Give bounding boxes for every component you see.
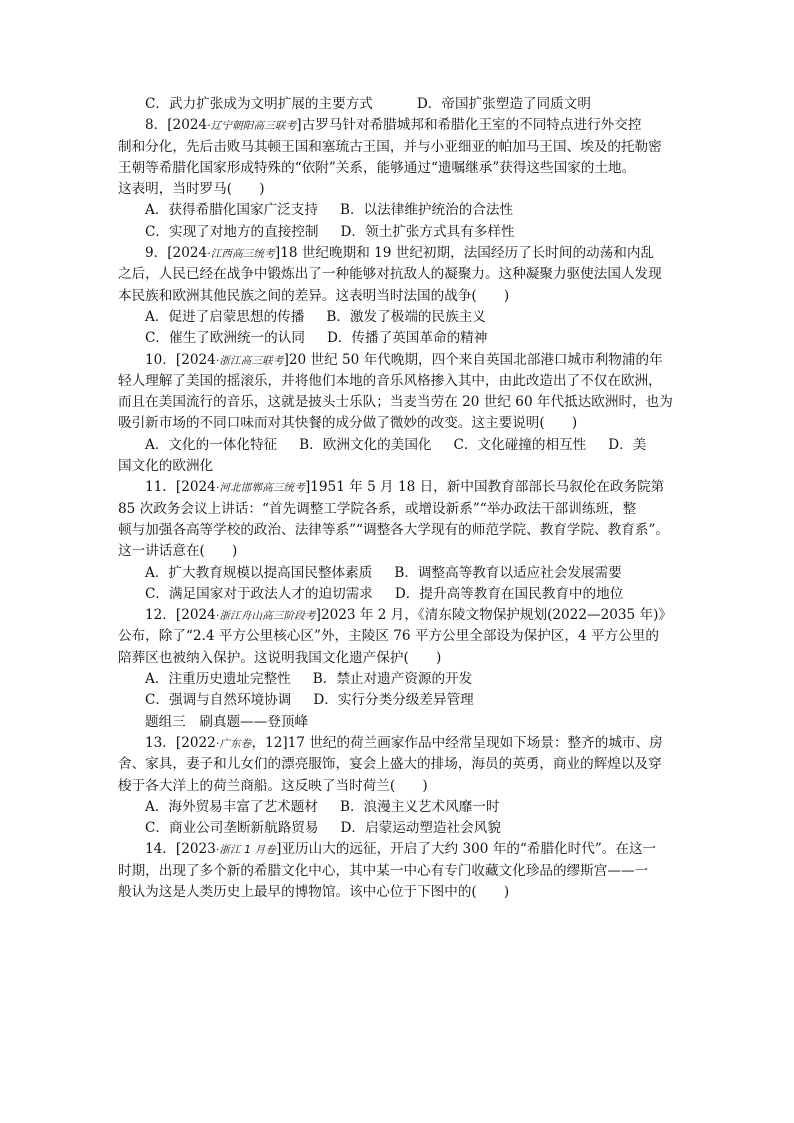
q8-option-c[interactable]: C．实现了对地方的直接控制 xyxy=(145,223,319,240)
q10-stem-line-3: 而且在美国流行的音乐，这就是披头士乐队；当麦当劳在 20 世纪 60 年代抵达欧洲时，也为 xyxy=(118,394,673,411)
q11-option-d[interactable]: D．提升高等教育在国民教育中的地位 xyxy=(394,585,624,602)
q8-option-a[interactable]: A．获得希腊化国家广泛支持 xyxy=(145,202,318,219)
q13-option-d[interactable]: D．启蒙运动塑造社会风貌 xyxy=(340,820,501,837)
q8-option-b[interactable]: B．以法律维护统治的合法性 xyxy=(339,202,514,219)
q11-option-b[interactable]: B．调整高等教育以适应社会发展需要 xyxy=(394,564,622,581)
q11-source: ·河北邯郸高三统考 xyxy=(215,482,305,495)
q12-stem-line-3: 陪葬区也被纳入保护。这说明我国文化遗产保护( ) xyxy=(118,649,442,666)
q8-options-row-1 xyxy=(118,200,678,221)
q12-option-b[interactable]: B．禁止对遗产资源的开发 xyxy=(312,671,473,688)
q10-source: ·浙江高三联考 xyxy=(215,354,284,367)
q11-option-a[interactable]: A．扩大教育规模以提高国民整体素质 xyxy=(145,564,373,581)
q8-options-row-2 xyxy=(118,222,678,243)
q10-option-d-continued: 国文化的欧洲化 xyxy=(118,458,214,475)
q10-options-row-1 xyxy=(118,435,678,456)
q12-stem-line-2: 公布，除了“2.4 平方公里核心区”外，主陵区 76 平方公里全部设为保护区，4 平方公里的 xyxy=(118,628,659,645)
q10-option-b[interactable]: B．欧洲文化的美国化 xyxy=(299,436,432,453)
q7-option-d[interactable]: D．帝国扩张塑造了同质文明 xyxy=(416,96,591,112)
q14-source: ·浙江 1 月卷 xyxy=(215,844,277,857)
q13-option-a[interactable]: A．海外贸易丰富了艺术题材 xyxy=(145,798,318,815)
q13-option-b[interactable]: B．浪漫主义艺术风靡一时 xyxy=(339,798,500,815)
q10-option-c[interactable]: C．文化碰撞的相互性 xyxy=(453,436,587,453)
q8-stem-line-2: 制和分化，先后击败马其顿王国和塞琉古王国，并与小亚细亚的帕加马王国、埃及的托勒密 xyxy=(118,138,662,155)
q13-stem-line-2: 舍、家具，妻子和儿女们的漂亮服饰，宴会上盛大的排场，海员的英勇，商业的辉煌以及穿 xyxy=(118,756,662,773)
q11-stem-line-2: 85 次政务会议上讲话：“首先调整工学院各系，或增设新系”“举办政法干部训练班，整 xyxy=(118,500,637,517)
q11-option-c[interactable]: C．满足国家对于政法人才的迫切需求 xyxy=(145,585,373,602)
q9-option-b[interactable]: B．激发了极端的民族主义 xyxy=(326,308,486,325)
q12-option-a[interactable]: A．注重历史遗址完整性 xyxy=(145,671,291,688)
q11-options-row-1 xyxy=(118,563,678,584)
q13-option-c[interactable]: C．商业公司垄断新航路贸易 xyxy=(145,820,319,837)
q8-option-d[interactable]: D．领土扩张方式具有多样性 xyxy=(340,223,515,240)
q9-stem-line-3: 本民族和欧洲其他民族之间的差异。这表明当时法国的战争( ) xyxy=(118,287,510,304)
worksheet-page xyxy=(118,94,678,903)
q11-options-row-2 xyxy=(118,584,678,605)
q9-options-row-2 xyxy=(118,328,678,349)
q10-option-a[interactable]: A．文化的一体化特征 xyxy=(145,436,278,453)
q13-source: ·广东卷 xyxy=(215,737,252,750)
q11-stem-line-4: 这一讲话意在( ) xyxy=(118,543,238,560)
q14-stem-line-1: 14．[2023·浙江 1 月卷]亚历山大的远征，开启了大约 300 年的“希腊化时代”。在这一 xyxy=(145,841,657,858)
q14-stem-line-3: 般认为这是人类历史上最早的博物馆。该中心位于下图中的( ) xyxy=(118,883,510,900)
q8-source: ·辽宁朝阳高三联考 xyxy=(207,120,297,133)
q13-stem-line-1: 13．[2022·广东卷，12]17 世纪的荷兰画家作品中经常呈现如下场景：整齐的城市、房 xyxy=(145,734,663,751)
q10-stem-line-4: 吸引新市场的不同口味而对其快餐的成分做了微妙的改变。这主要说明( ) xyxy=(118,415,578,432)
q9-stem-line-2: 之后，人民已经在战争中锻炼出了一种能够对抗敌人的凝聚力。这种凝聚力驱使法国人发现 xyxy=(118,266,662,283)
q9-option-c[interactable]: C．催生了欧洲统一的认同 xyxy=(145,330,305,347)
q13-options-row-1 xyxy=(118,797,678,818)
q10-option-d[interactable]: D．美 xyxy=(608,436,647,453)
q12-option-d[interactable]: D．实行分类分级差异管理 xyxy=(313,692,474,709)
q11-stem-line-3: 顿与加强各高等学校的政治、法律等系”“调整各大学现有的师范学院、教育学院、教育系”。 xyxy=(118,521,670,538)
q8-stem-line-1: 8．[2024·辽宁朝阳高三联考]古罗马针对希腊城邦和希腊化王室的不同特点进行外交控 xyxy=(145,117,642,134)
q8-stem-line-3: 王朝等希腊化国家形成特殊的“依附”关系，能够通过“遗嘱继承”获得这些国家的土地。 xyxy=(118,159,636,176)
q8-stem-line-4: 这表明，当时罗马( ) xyxy=(118,181,265,198)
q12-options-row-1 xyxy=(118,669,678,690)
q9-source: ·江西高三统考 xyxy=(207,248,275,261)
q10-stem-line-2: 轻人理解了美国的摇滚乐，并将他们本地的音乐风格掺入其中，由此改造出了不仅在欧洲， xyxy=(118,372,662,389)
q10-stem-line-1: 10．[2024·浙江高三联考]20 世纪 50 年代晚期，四个来自英国北部港口城市利物浦的年 xyxy=(145,351,663,368)
q12-stem-line-1: 12．[2024·浙江舟山高三阶段考]2023 年 2 月，《清东陵文物保护规划(2022—2035 年)》 xyxy=(145,607,672,624)
q7-option-c[interactable]: C．武力扩张成为文明扩展的主要方式 xyxy=(145,96,373,112)
q9-option-d[interactable]: D．传播了英国革命的精神 xyxy=(326,330,488,347)
q9-options-row-1 xyxy=(118,307,678,328)
q12-options-row-2 xyxy=(118,690,678,711)
q12-source: ·浙江舟山高三阶段考 xyxy=(215,610,316,623)
q14-stem-line-2: 时期，出现了多个新的希腊文化中心，其中某一中心有专门收藏文化珍品的缪斯宫——一 xyxy=(118,862,649,879)
q13-options-row-2 xyxy=(118,818,678,839)
q7-options-row xyxy=(118,94,678,115)
section-heading-group-3: 题组三 刷真题——登顶峰 xyxy=(145,713,309,730)
q12-option-c[interactable]: C．强调与自然环境协调 xyxy=(145,692,292,709)
q9-option-a[interactable]: A．促进了启蒙思想的传播 xyxy=(145,308,305,325)
q11-stem-line-1: 11．[2024·河北邯郸高三统考]1951 年 5 月 18 日，新中国教育部部长马叙伦在政务院第 xyxy=(145,479,665,496)
q9-stem-line-1: 9．[2024·江西高三统考]18 世纪晚期和 19 世纪初期，法国经历了长时间的动荡和内乱 xyxy=(145,245,655,262)
q13-stem-line-3: 梭于各大洋上的荷兰商船。这反映了当时荷兰( ) xyxy=(118,777,428,794)
